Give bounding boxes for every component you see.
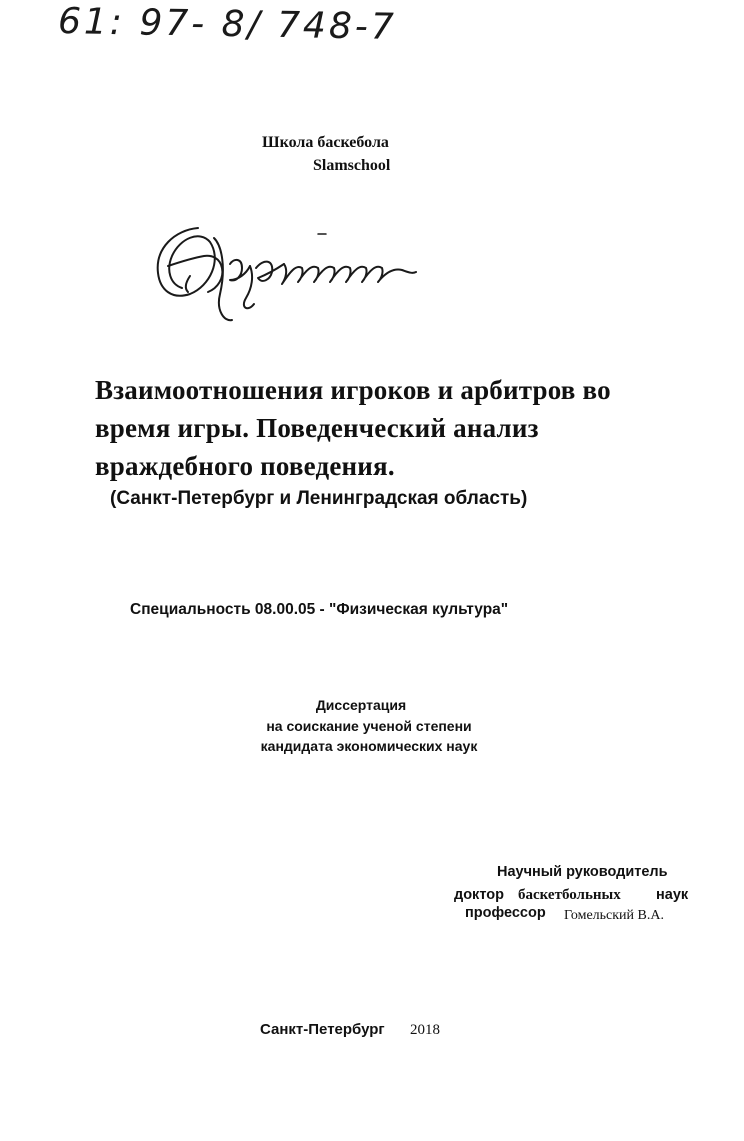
signature-icon bbox=[150, 218, 430, 326]
title-line-1: Взаимоотношения игроков и арбитров во bbox=[95, 375, 611, 405]
title-line-3: враждебного поведения. bbox=[95, 451, 395, 481]
footer-year: 2018 bbox=[410, 1022, 440, 1038]
footer-city: Санкт-Петербург bbox=[260, 1021, 385, 1038]
advisor-name: Гомельский В.А. bbox=[564, 908, 664, 923]
advisor-label: Научный руководитель bbox=[497, 864, 668, 880]
advisor-degree-prefix: доктор bbox=[454, 887, 504, 903]
school-brand: Slamschool bbox=[313, 157, 391, 174]
dissertation-field-line: кандидата экономических наук bbox=[260, 738, 478, 754]
advisor-rank: профессор bbox=[465, 905, 546, 921]
advisor-degree-suffix: наук bbox=[656, 887, 689, 903]
title-region: (Санкт-Петербург и Ленинградская область) bbox=[110, 488, 528, 509]
specialty-line: Специальность 08.00.05 - "Физическая культура" bbox=[130, 601, 509, 618]
dissertation-heading: Диссертация bbox=[315, 697, 407, 713]
title-line-2: время игры. Поведенческий анализ bbox=[95, 413, 539, 443]
advisor-degree-field: баскетбольных bbox=[518, 887, 621, 903]
dissertation-degree-line: на соискание ученой степени bbox=[266, 718, 472, 734]
school-name: Школа баскебола bbox=[262, 134, 389, 151]
archive-code: 61: 97- 8/ 748-7 bbox=[57, 1, 398, 48]
